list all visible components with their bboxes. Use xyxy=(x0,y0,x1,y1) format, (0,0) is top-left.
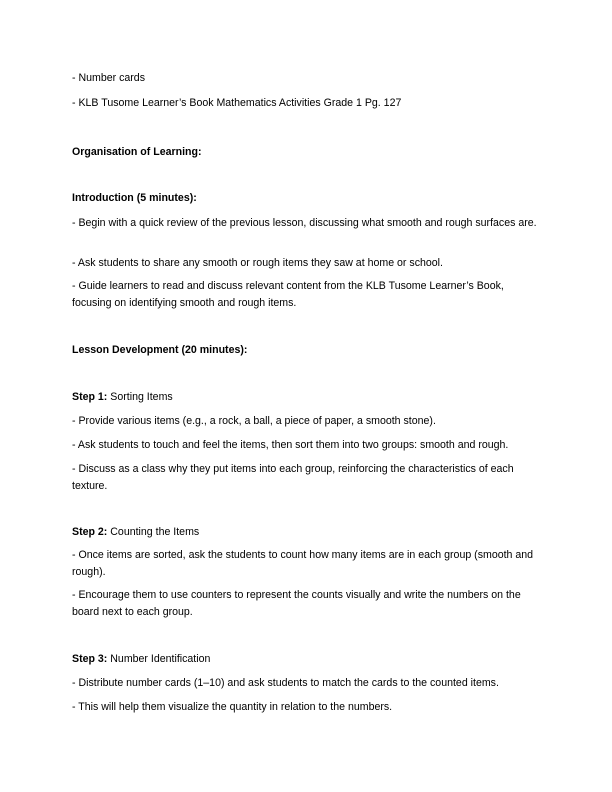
lesson-development-heading: Lesson Development (20 minutes): xyxy=(72,344,248,356)
step-1-point-2: - Ask students to touch and feel the items, then sort them into two groups: smooth and rough. xyxy=(72,439,509,451)
step-3-heading xyxy=(72,651,542,668)
step-2-label: Step 2: xyxy=(72,526,108,538)
step-2-heading xyxy=(72,524,542,541)
organisation-heading: Organisation of Learning: xyxy=(72,146,202,158)
introduction-heading: Introduction (5 minutes): xyxy=(72,192,197,204)
step-3-title: Number Identification xyxy=(110,653,211,665)
introduction-point-2: - Ask students to share any smooth or rough items they saw at home or school. xyxy=(72,257,443,269)
materials-item-number-cards: - Number cards xyxy=(72,72,145,84)
step-3-point-2: - This will help them visualize the quantity in relation to the numbers. xyxy=(72,701,393,713)
step-1-title: Sorting Items xyxy=(110,391,173,403)
step-3-point-1: - Distribute number cards (1–10) and ask students to match the cards to the counted items. xyxy=(72,677,499,689)
step-2-title: Counting the Items xyxy=(110,526,200,538)
step-2-point-1: - Once items are sorted, ask the students to count how many items are in each group (smooth and rough). xyxy=(72,549,534,578)
materials-item-learners-book: - KLB Tusome Learner’s Book Mathematics Activities Grade 1 Pg. 127 xyxy=(72,97,402,109)
introduction-point-1: - Begin with a quick review of the previous lesson, discussing what smooth and rough surfaces are. xyxy=(72,217,537,229)
step-1-heading xyxy=(72,389,542,406)
introduction-point-3: - Guide learners to read and discuss relevant content from the KLB Tusome Learner’s Book, focusing on identifying smooth and rough items. xyxy=(72,280,504,309)
step-3-label: Step 3: xyxy=(72,653,108,665)
step-1-point-1: - Provide various items (e.g., a rock, a ball, a piece of paper, a smooth stone). xyxy=(72,415,436,427)
step-2-point-2: - Encourage them to use counters to represent the counts visually and write the numbers on the board next to each group. xyxy=(72,589,521,618)
step-1-point-3: - Discuss as a class why they put items into each group, reinforcing the characteristics of each texture. xyxy=(72,463,514,492)
step-1-label: Step 1: xyxy=(72,391,108,403)
